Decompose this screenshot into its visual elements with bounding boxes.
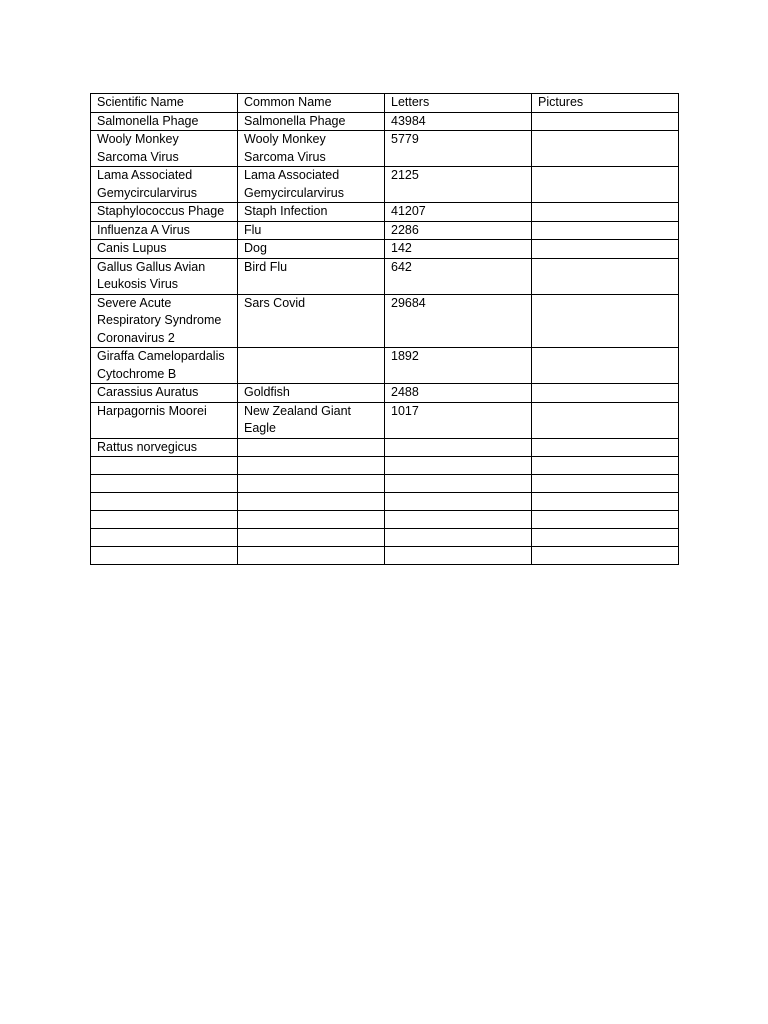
cell-common-name: Dog: [238, 240, 385, 259]
cell-common-name: Lama Associated Gemycircularvirus: [238, 167, 385, 203]
cell-scientific-name: Staphylococcus Phage: [91, 203, 238, 222]
table-row: [91, 258, 679, 294]
table-row: [91, 384, 679, 403]
cell-common-name: Flu: [238, 221, 385, 240]
table-row: [91, 348, 679, 384]
species-table: [90, 93, 679, 565]
cell-letters: 1017: [385, 402, 532, 438]
cell-letters: [385, 475, 532, 493]
header-pictures: Pictures: [532, 94, 679, 113]
cell-common-name: New Zealand Giant Eagle: [238, 402, 385, 438]
cell-common-name: Bird Flu: [238, 258, 385, 294]
cell-common-name: Wooly Monkey Sarcoma Virus: [238, 131, 385, 167]
cell-common-name: Goldfish: [238, 384, 385, 403]
header-scientific-name: Scientific Name: [91, 94, 238, 113]
table-row: [91, 402, 679, 438]
cell-common-name: Salmonella Phage: [238, 112, 385, 131]
table-row: [91, 511, 679, 529]
cell-scientific-name: Lama Associated Gemycircularvirus: [91, 167, 238, 203]
cell-letters: [385, 457, 532, 475]
cell-scientific-name: Canis Lupus: [91, 240, 238, 259]
table-row: [91, 438, 679, 457]
cell-letters: [385, 493, 532, 511]
table-row: [91, 457, 679, 475]
cell-letters: [385, 438, 532, 457]
cell-pictures: [532, 240, 679, 259]
table-row: [91, 240, 679, 259]
cell-common-name: [238, 438, 385, 457]
cell-pictures: [532, 384, 679, 403]
cell-letters: 2286: [385, 221, 532, 240]
cell-pictures: [532, 348, 679, 384]
cell-scientific-name: Harpagornis Moorei: [91, 402, 238, 438]
table-body: [91, 112, 679, 565]
cell-common-name: [238, 475, 385, 493]
cell-letters: 5779: [385, 131, 532, 167]
cell-scientific-name: Wooly Monkey Sarcoma Virus: [91, 131, 238, 167]
cell-scientific-name: [91, 475, 238, 493]
table-row: [91, 203, 679, 222]
cell-scientific-name: Influenza A Virus: [91, 221, 238, 240]
cell-pictures: [532, 547, 679, 565]
cell-common-name: Sars Covid: [238, 294, 385, 348]
table-row: [91, 529, 679, 547]
cell-pictures: [532, 258, 679, 294]
cell-letters: 2488: [385, 384, 532, 403]
cell-common-name: [238, 348, 385, 384]
cell-scientific-name: [91, 547, 238, 565]
cell-scientific-name: Carassius Auratus: [91, 384, 238, 403]
cell-pictures: [532, 438, 679, 457]
table-row: [91, 493, 679, 511]
cell-scientific-name: Gallus Gallus Avian Leukosis Virus: [91, 258, 238, 294]
cell-scientific-name: [91, 457, 238, 475]
cell-letters: 1892: [385, 348, 532, 384]
cell-common-name: [238, 493, 385, 511]
cell-letters: 2125: [385, 167, 532, 203]
cell-pictures: [532, 511, 679, 529]
cell-pictures: [532, 167, 679, 203]
cell-letters: 43984: [385, 112, 532, 131]
cell-scientific-name: Severe Acute Respiratory Syndrome Coronavirus 2: [91, 294, 238, 348]
cell-letters: 142: [385, 240, 532, 259]
table-row: [91, 131, 679, 167]
header-row: [91, 94, 679, 113]
cell-pictures: [532, 112, 679, 131]
cell-pictures: [532, 221, 679, 240]
cell-scientific-name: Salmonella Phage: [91, 112, 238, 131]
cell-pictures: [532, 457, 679, 475]
cell-pictures: [532, 475, 679, 493]
cell-pictures: [532, 131, 679, 167]
table-header: [91, 94, 679, 113]
table-row: [91, 167, 679, 203]
cell-scientific-name: Rattus norvegicus: [91, 438, 238, 457]
header-letters: Letters: [385, 94, 532, 113]
cell-pictures: [532, 529, 679, 547]
cell-pictures: [532, 493, 679, 511]
cell-common-name: [238, 511, 385, 529]
cell-common-name: [238, 547, 385, 565]
cell-pictures: [532, 402, 679, 438]
cell-letters: [385, 529, 532, 547]
cell-common-name: [238, 457, 385, 475]
cell-pictures: [532, 203, 679, 222]
cell-scientific-name: Giraffa Camelopardalis Cytochrome B: [91, 348, 238, 384]
cell-pictures: [532, 294, 679, 348]
cell-scientific-name: [91, 493, 238, 511]
cell-scientific-name: [91, 529, 238, 547]
header-common-name: Common Name: [238, 94, 385, 113]
table-row: [91, 547, 679, 565]
table-row: [91, 294, 679, 348]
cell-letters: 29684: [385, 294, 532, 348]
cell-letters: 41207: [385, 203, 532, 222]
cell-letters: [385, 511, 532, 529]
cell-scientific-name: [91, 511, 238, 529]
cell-letters: [385, 547, 532, 565]
cell-letters: 642: [385, 258, 532, 294]
cell-common-name: Staph Infection: [238, 203, 385, 222]
cell-common-name: [238, 529, 385, 547]
table-row: [91, 221, 679, 240]
table-row: [91, 112, 679, 131]
table-row: [91, 475, 679, 493]
